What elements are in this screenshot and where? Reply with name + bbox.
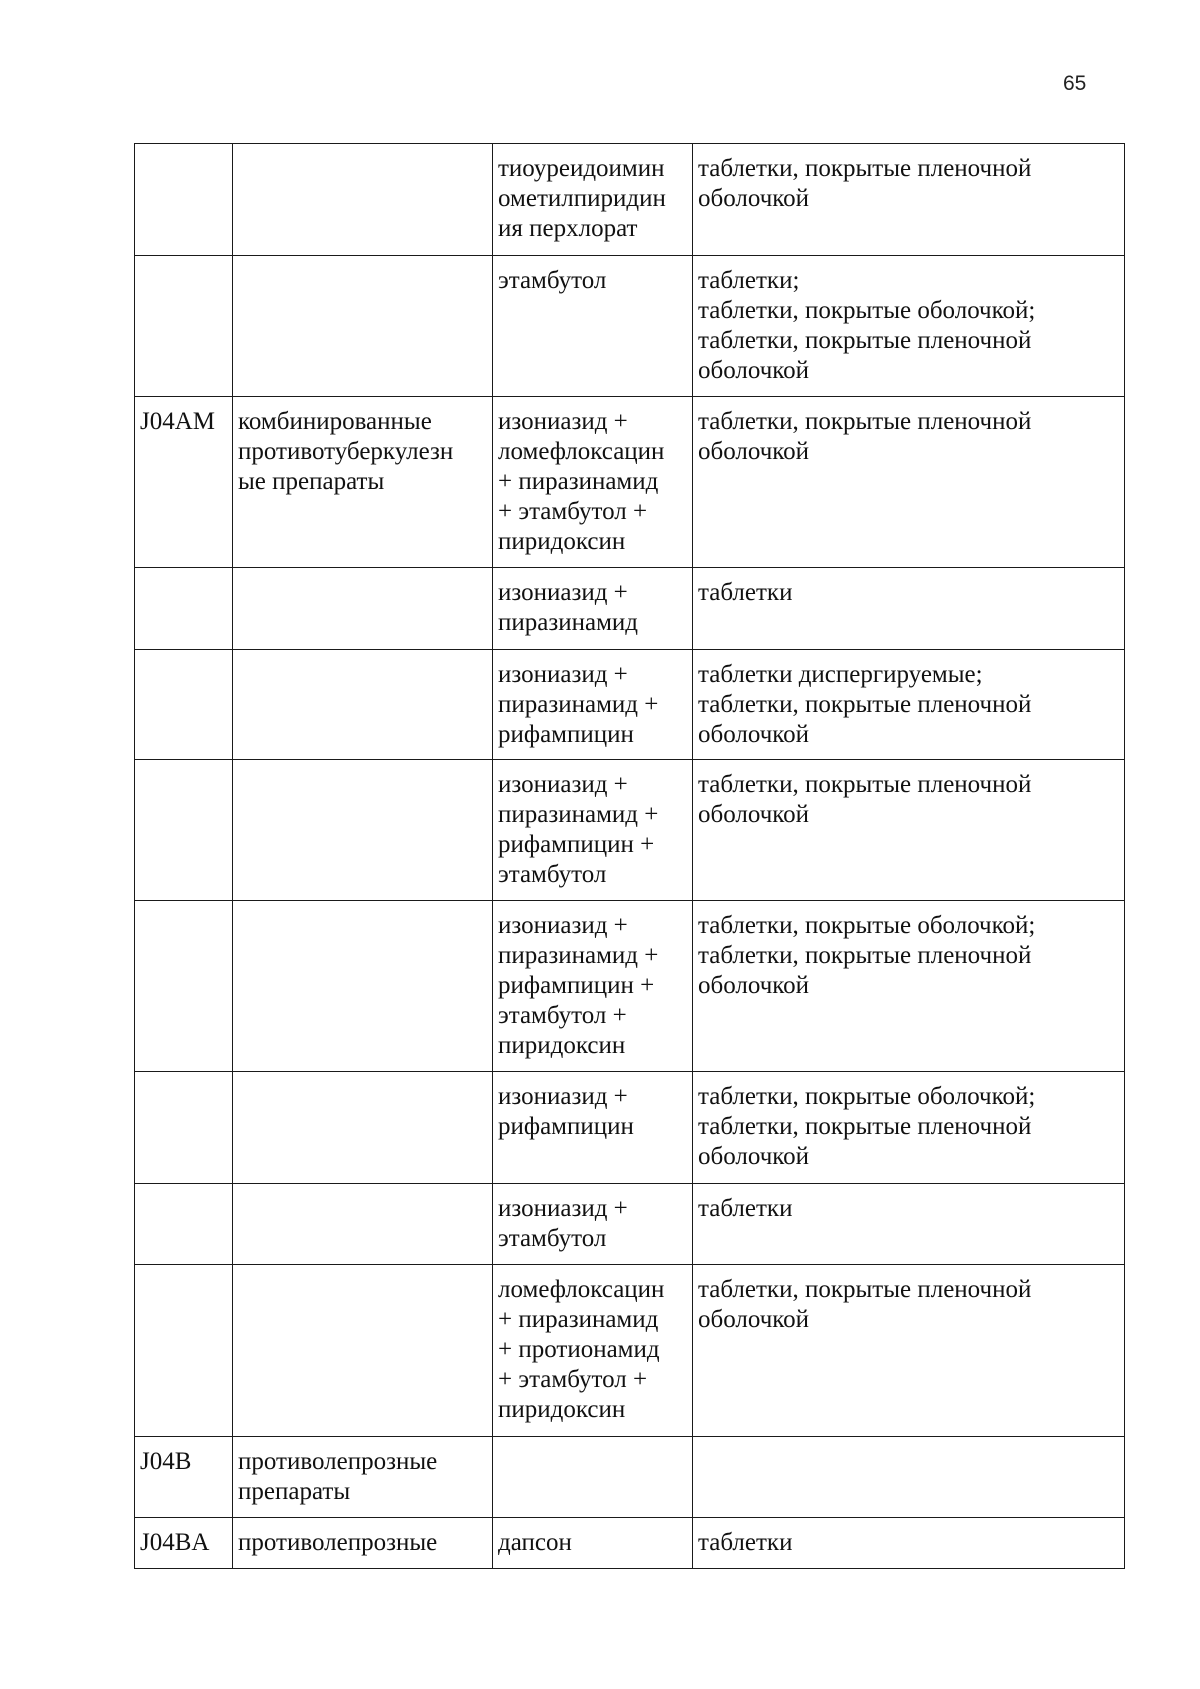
drug-name-cell: этамбутол xyxy=(493,256,693,397)
anatomical-group-cell xyxy=(233,1072,493,1184)
anatomical-group-cell xyxy=(233,1265,493,1437)
anatomical-group-cell xyxy=(233,650,493,760)
anatomical-group-cell xyxy=(233,144,493,256)
table-row xyxy=(135,760,1125,901)
anatomical-group-cell xyxy=(233,568,493,650)
drug-name-cell xyxy=(493,1437,693,1518)
dosage-form-cell: таблетки, покрытые пленочной оболочкой xyxy=(693,144,1125,256)
dosage-form-cell: таблетки, покрытые пленочной оболочкой xyxy=(693,760,1125,901)
dosage-form-cell: таблетки диспергируемые; таблетки, покрытые пленочной оболочкой xyxy=(693,650,1125,760)
drug-name-cell: ломефлоксацин + пиразинамид + протионамид + этамбутол + пиридоксин xyxy=(493,1265,693,1437)
atc-code-cell xyxy=(135,901,233,1072)
dosage-form-cell: таблетки xyxy=(693,1184,1125,1265)
dosage-form-cell: таблетки xyxy=(693,1518,1125,1569)
atc-code-cell xyxy=(135,1265,233,1437)
dosage-form-cell: таблетки xyxy=(693,568,1125,650)
anatomical-group-cell xyxy=(233,1184,493,1265)
page-number: 65 xyxy=(1063,72,1087,95)
dosage-form-cell: таблетки, покрытые пленочной оболочкой xyxy=(693,1265,1125,1437)
drug-name-cell: изониазид + пиразинамид + рифампицин xyxy=(493,650,693,760)
dosage-form-cell xyxy=(693,1437,1125,1518)
atc-code-cell: J04B xyxy=(135,1437,233,1518)
table-body xyxy=(135,144,1125,1569)
table-row xyxy=(135,144,1125,256)
medication-table xyxy=(134,143,1125,1569)
table-row xyxy=(135,650,1125,760)
dosage-form-cell: таблетки, покрытые оболочкой; таблетки, покрытые пленочной оболочкой xyxy=(693,901,1125,1072)
drug-name-cell: изониазид + пиразинамид + рифампицин + этамбутол + пиридоксин xyxy=(493,901,693,1072)
atc-code-cell xyxy=(135,256,233,397)
table-row xyxy=(135,1184,1125,1265)
table-row xyxy=(135,256,1125,397)
atc-code-cell xyxy=(135,144,233,256)
atc-code-cell xyxy=(135,760,233,901)
anatomical-group-cell xyxy=(233,256,493,397)
atc-code-cell xyxy=(135,568,233,650)
table-row xyxy=(135,901,1125,1072)
atc-code-cell xyxy=(135,1072,233,1184)
drug-name-cell: изониазид + рифампицин xyxy=(493,1072,693,1184)
table-row xyxy=(135,1072,1125,1184)
drug-name-cell: изониазид + пиразинамид + рифампицин + этамбутол xyxy=(493,760,693,901)
anatomical-group-cell: противолепрозные препараты xyxy=(233,1437,493,1518)
drug-name-cell: изониазид + ломефлоксацин + пиразинамид + этамбутол + пиридоксин xyxy=(493,397,693,568)
dosage-form-cell: таблетки, покрытые оболочкой; таблетки, покрытые пленочной оболочкой xyxy=(693,1072,1125,1184)
drug-name-cell: дапсон xyxy=(493,1518,693,1569)
table-row xyxy=(135,568,1125,650)
table-row xyxy=(135,1437,1125,1518)
atc-code-cell: J04AM xyxy=(135,397,233,568)
anatomical-group-cell: комбинированные противотуберкулезн ые препараты xyxy=(233,397,493,568)
anatomical-group-cell xyxy=(233,901,493,1072)
atc-code-cell: J04BA xyxy=(135,1518,233,1569)
table-row xyxy=(135,1265,1125,1437)
table-row xyxy=(135,397,1125,568)
drug-name-cell: изониазид + пиразинамид xyxy=(493,568,693,650)
dosage-form-cell: таблетки, покрытые пленочной оболочкой xyxy=(693,397,1125,568)
atc-code-cell xyxy=(135,650,233,760)
table-row xyxy=(135,1518,1125,1569)
anatomical-group-cell: противолепрозные xyxy=(233,1518,493,1569)
anatomical-group-cell xyxy=(233,760,493,901)
dosage-form-cell: таблетки; таблетки, покрытые оболочкой; таблетки, покрытые пленочной оболочкой xyxy=(693,256,1125,397)
drug-name-cell: тиоуреидоимин ометилпиридин ия перхлорат xyxy=(493,144,693,256)
drug-name-cell: изониазид + этамбутол xyxy=(493,1184,693,1265)
atc-code-cell xyxy=(135,1184,233,1265)
